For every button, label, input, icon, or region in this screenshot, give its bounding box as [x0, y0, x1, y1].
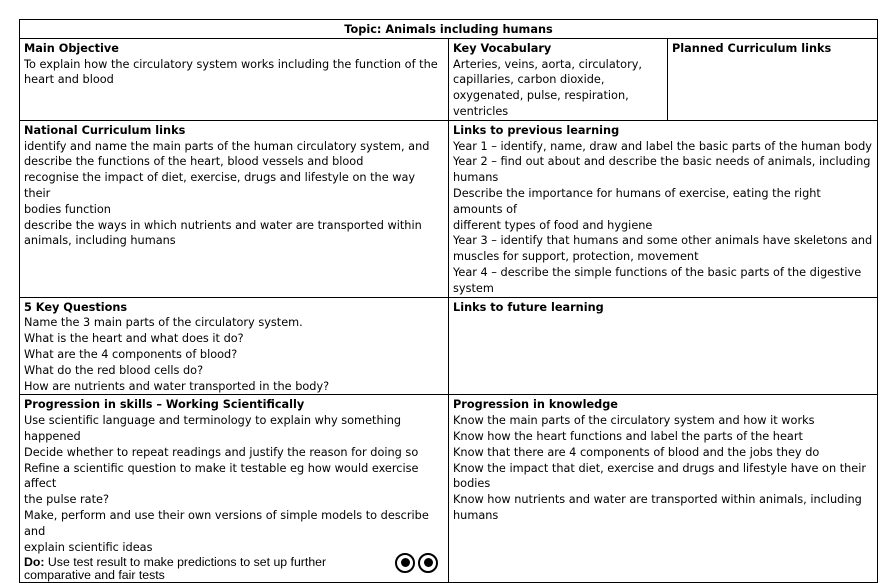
skills-heading: Progression in skills – Working Scientifically — [24, 398, 305, 412]
previous-learning-cell — [449, 120, 878, 297]
skills-line: Refine a scientific question to make it testable eg how would exercise affect — [24, 461, 419, 491]
future-learning-heading: Links to future learning — [453, 300, 604, 314]
previous-learning-line: Describe the importance for humans of exercise, eating the right amounts of — [453, 186, 821, 216]
previous-learning-line: Year 1 – identify, name, draw and label the basic parts of the human body — [453, 139, 872, 153]
key-question: How are nutrients and water transported in the body? — [24, 379, 330, 393]
do-label: Do: — [24, 555, 45, 570]
vocabulary-line: capillaries, carbon dioxide, — [453, 73, 605, 87]
skills-line: explain scientific ideas — [24, 540, 153, 554]
main-objective-line: heart and blood — [24, 73, 114, 87]
planned-curriculum-cell — [668, 38, 878, 120]
national-curriculum-heading: National Curriculum links — [24, 123, 186, 137]
topic-title: Topic: Animals including humans — [20, 20, 878, 39]
key-question: What is the heart and what does it do? — [24, 332, 244, 346]
key-question: Name the 3 main parts of the circulatory system. — [24, 316, 303, 330]
main-objective-cell — [20, 38, 449, 120]
skills-cell — [20, 395, 449, 583]
knowledge-line: Know the main parts of the circulatory system and how it works — [453, 414, 815, 428]
skills-line: the pulse rate? — [24, 493, 109, 507]
national-curriculum-line: bodies function — [24, 202, 111, 216]
previous-learning-line: Year 4 – describe the simple functions of the basic parts of the digestive — [453, 265, 862, 279]
main-objective-heading: Main Objective — [24, 41, 119, 55]
knowledge-line: Know the impact that diet, exercise and drugs and lifestyle have on their — [453, 461, 867, 475]
previous-learning-line: different types of food and hygiene — [453, 218, 653, 232]
do-activity — [24, 556, 444, 582]
key-vocabulary-cell — [449, 38, 668, 120]
national-curriculum-line: animals, including humans — [24, 234, 176, 248]
key-questions-cell — [20, 297, 449, 395]
national-curriculum-line: describe the ways in which nutrients and water are transported within — [24, 218, 422, 232]
national-curriculum-line: identify and name the main parts of the human circulatory system, and — [24, 139, 430, 153]
knowledge-cell — [449, 395, 878, 583]
knowledge-line: bodies — [453, 477, 491, 491]
previous-learning-line: humans — [453, 171, 499, 185]
knowledge-line: humans — [453, 508, 499, 522]
skills-line: Use scientific language and terminology to explain why something happened — [24, 414, 402, 443]
key-questions-heading: 5 Key Questions — [24, 300, 128, 314]
eyes-icon — [395, 553, 438, 573]
previous-learning-line: Year 3 – identify that humans and some other animals have skeletons and — [453, 234, 873, 248]
do-text-line: Use test result to make predictions to set up further — [44, 555, 327, 570]
skills-line: Make, perform and use their own versions of simple models to describe and — [24, 508, 429, 538]
previous-learning-line: system — [453, 281, 494, 295]
eye-right — [418, 553, 438, 573]
national-curriculum-line: describe the functions of the heart, blood vessels and blood — [24, 155, 364, 169]
future-learning-cell — [449, 297, 878, 395]
previous-learning-line: muscles for support, protection, movement — [453, 250, 699, 264]
key-question: What are the 4 components of blood? — [24, 347, 238, 361]
knowledge-heading: Progression in knowledge — [453, 398, 618, 412]
vocabulary-line: ventricles — [453, 104, 509, 118]
previous-learning-line: Year 2 – find out about and describe the basic needs of animals, including — [453, 155, 871, 169]
previous-learning-heading: Links to previous learning — [453, 123, 620, 137]
knowledge-line: Know that there are 4 components of blood and the jobs they do — [453, 445, 820, 459]
do-text-line: comparative and fair tests — [24, 568, 165, 583]
knowledge-line: Know how the heart functions and label the parts of the heart — [453, 429, 803, 443]
knowledge-line: Know how nutrients and water are transported within animals, including — [453, 493, 862, 507]
vocabulary-line: oxygenated, pulse, respiration, — [453, 89, 629, 103]
national-curriculum-line: recognise the impact of diet, exercise, drugs and lifestyle on the way their — [24, 171, 416, 200]
main-objective-line: To explain how the circulatory system works including the function of the — [24, 57, 438, 71]
eye-left — [395, 553, 415, 573]
planned-curriculum-heading: Planned Curriculum links — [672, 41, 832, 55]
skills-line: Decide whether to repeat readings and justify the reason for doing so — [24, 445, 419, 459]
planning-table — [19, 19, 878, 583]
key-vocabulary-heading: Key Vocabulary — [453, 41, 552, 55]
national-curriculum-cell — [20, 120, 449, 297]
key-question: What do the red blood cells do? — [24, 363, 204, 377]
vocabulary-line: Arteries, veins, aorta, circulatory, — [453, 57, 643, 71]
